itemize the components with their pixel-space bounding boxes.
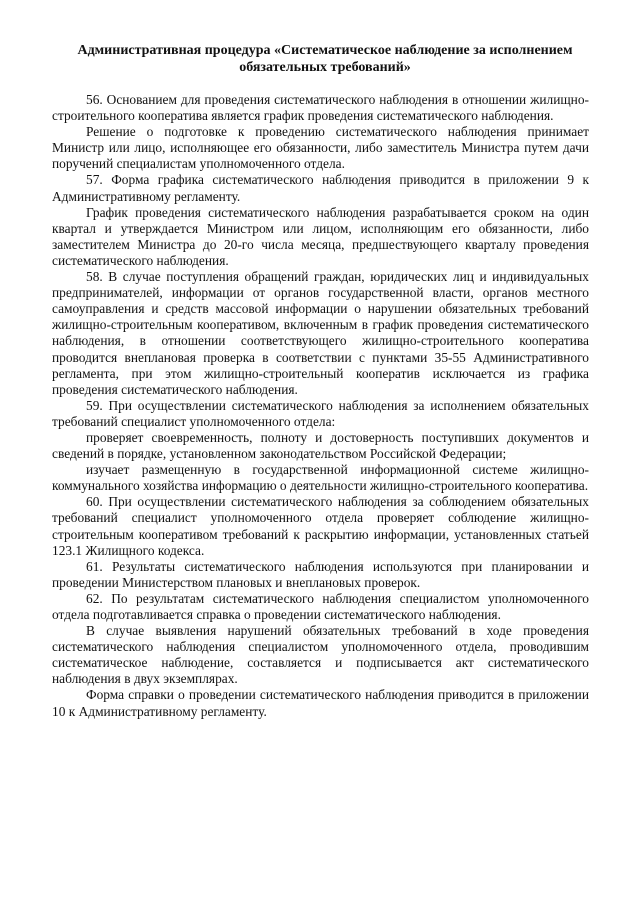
paragraph-60: 60. При осуществлении систематического наблюдения за соблюдением обязательных требований специалист уполномоченного отдела проверяет соблюдение жилищно-строительным кооперативом требований к раскрытию информации, установленных статьей 123.1 Жилищного кодекса. <box>52 494 589 558</box>
paragraph-57: 57. Форма графика систематического наблюдения приводится в приложении 9 к Административному регламенту. <box>52 172 589 204</box>
paragraph-58: 58. В случае поступления обращений граждан, юридических лиц и индивидуальных предпринимателей, информации от органов государственной власти, органов местного самоуправления и средств массовой информации о нарушении обязательных требований жилищно-строительным кооперативом, включенным в график проведения систематического наблюдения, в отношении соответствующего жилищно-строительного кооператива проводится внеплановая проверка в соответствии с пунктами 35-55 Административного регламента, при этом жилищно-строительный кооператив исключается из графика проведения систематического наблюдения. <box>52 269 589 397</box>
section-title: Административная процедура «Систематическое наблюдение за исполнением обязательных требований» <box>77 43 573 75</box>
paragraph-61: 61. Результаты систематического наблюдения используются при планировании и проведении Министерством плановых и внеплановых проверок. <box>52 558 589 590</box>
paragraph-59-checks: проверяет своевременность, полноту и достоверность поступивших документов и сведений в порядке, установленном законодательством Российской Федерации; <box>52 429 589 462</box>
paragraph-56: 56. Основанием для проведения систематического наблюдения в отношении жилищно-строительного кооператива является график проведения систематического наблюдения. <box>52 92 589 124</box>
paragraph-57-schedule: График проведения систематического наблюдения разрабатывается сроком на один квартал и утверждается Министром или лицом, исполняющим его обязанности, либо заместителем Министра до 20-го числа месяца, предшествующего кварталу проведения систематического наблюдения. <box>52 204 589 268</box>
paragraph-62-form: Форма справки о проведении систематического наблюдения приводится в приложении 10 к Административному регламенту. <box>52 687 589 719</box>
paragraph-62: 62. По результатам систематического наблюдения специалистом уполномоченного отдела подготавливается справка о проведении систематического наблюдения. <box>52 590 589 622</box>
paragraph-59-studies: изучает размещенную в государственной информационной системе жилищно-коммунального хозяйства информацию о деятельности жилищно-строительного кооператива. <box>52 462 589 494</box>
paragraph-56-decision: Решение о подготовке к проведению систематического наблюдения принимает Министр или лицо, исполняющее его обязанности, либо заместитель Министра путем дачи поручений специалистам уполномоченного отдела. <box>52 124 589 172</box>
paragraph-62-violations: В случае выявления нарушений обязательных требований в ходе проведения систематического наблюдения специалистом уполномоченного отдела, проводившим систематическое наблюдение, составляется и подписывается акт систематического наблюдения в двух экземплярах. <box>52 623 589 687</box>
document-body <box>52 92 589 720</box>
paragraph-59: 59. При осуществлении систематического наблюдения за исполнением обязательных требований специалист уполномоченного отдела: <box>52 397 589 429</box>
